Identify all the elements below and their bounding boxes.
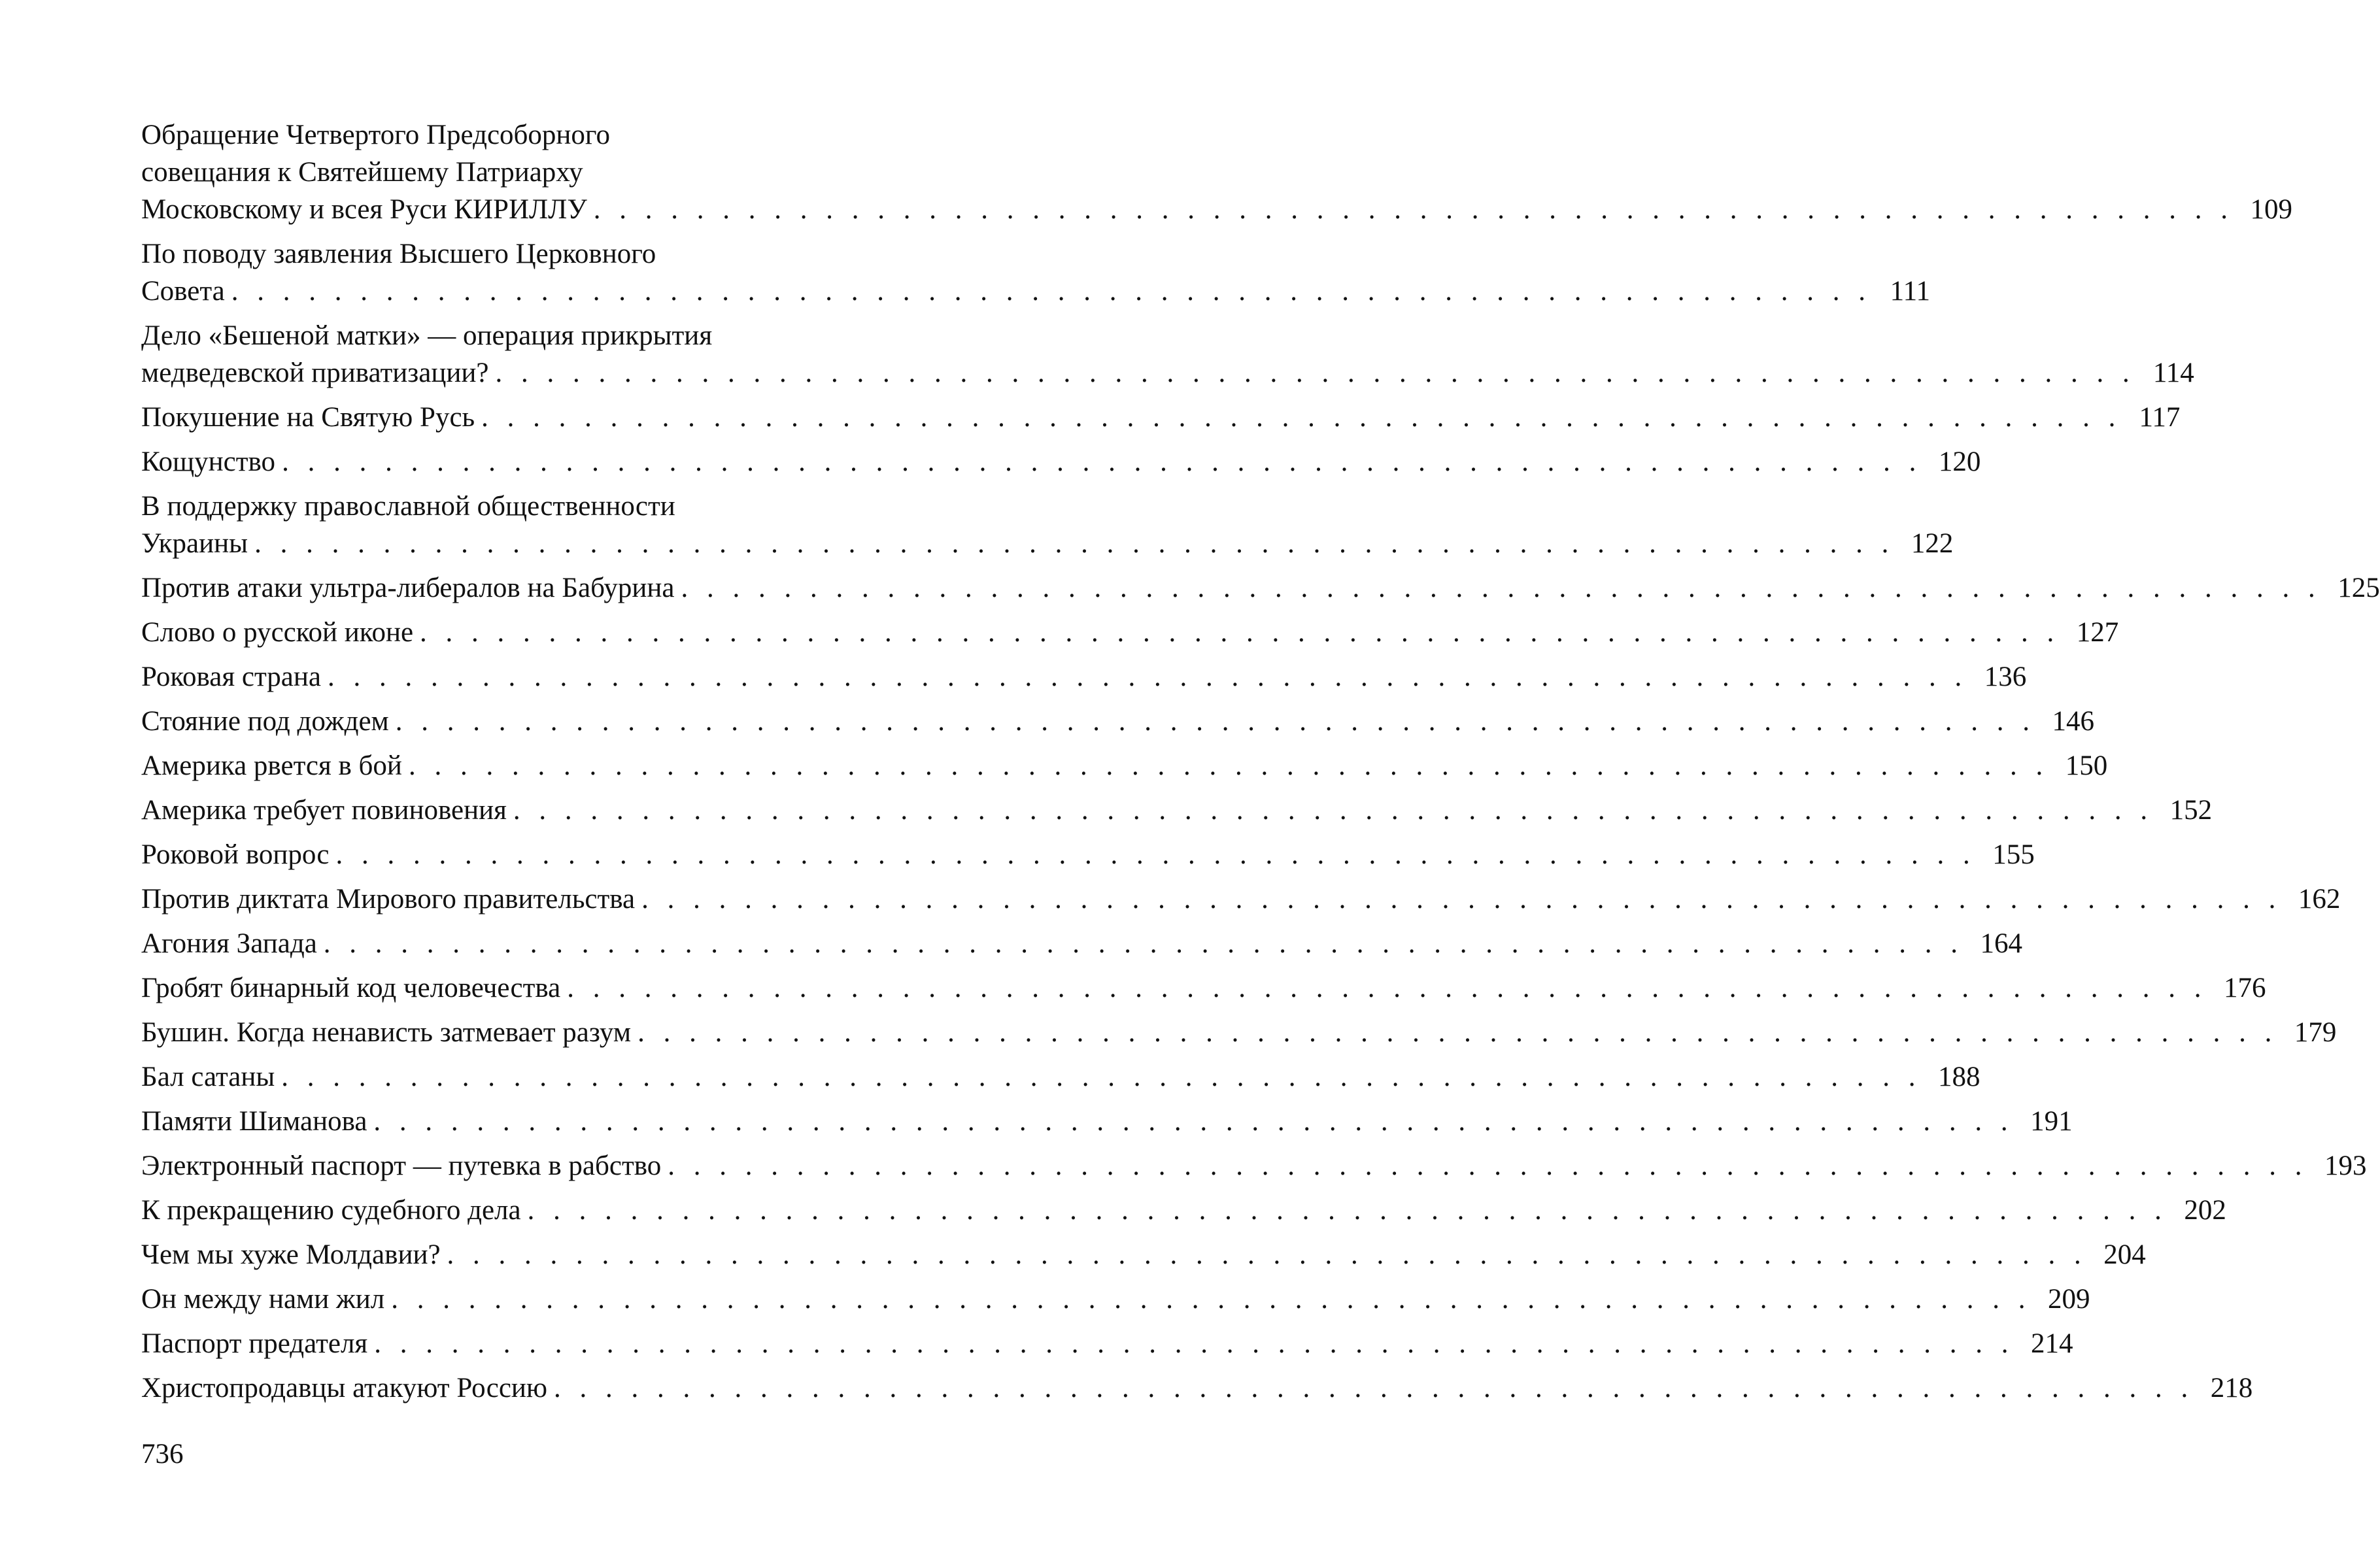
toc-entry-page: 114: [2152, 358, 2194, 388]
toc-entry: [141, 399, 2181, 436]
toc-entry-title: Украины: [141, 528, 248, 559]
toc-entry-line: [141, 116, 867, 154]
toc-entry-line: [141, 969, 2266, 1007]
toc-entry-title: Америка рвется в бой: [141, 750, 402, 781]
toc-entry-title: В поддержку православной общественности: [141, 491, 675, 522]
toc-entry: [141, 116, 2293, 228]
toc-entry-title: Америка требует повиновения: [141, 795, 507, 826]
toc-entry-line: [141, 235, 867, 273]
dot-leader: . . . . . . . . . . . . . . . . . . . . . . . . . . . . . . . . . . . . . . . . . . . . . . . . . . . . . . . . . . . . . . . .: [328, 662, 1968, 692]
toc-entry-page: 188: [1938, 1062, 1980, 1092]
toc-entry-line: [141, 1192, 2226, 1229]
toc-entry-line: [141, 703, 2094, 740]
toc-entry-title: По поводу заявления Высшего Церковного: [141, 239, 656, 269]
toc-entry-line: [141, 1058, 1980, 1096]
dot-leader: . . . . . . . . . . . . . . . . . . . . . . . . . . . . . . . . . . . . . . . . . . . . . . . . . . . . . . . . . . . . . . . .: [527, 1195, 2168, 1226]
toc-entry-title: Московскому и всея Руси КИРИЛЛУ: [141, 194, 587, 225]
dot-leader: . . . . . . . . . . . . . . . . . . . . . . . . . . . . . . . . . . . . . . . . . . . . . . . . . . . . . . . . . . . . . . . .: [638, 1017, 2278, 1048]
toc-entry-line: [141, 354, 2194, 392]
toc-entry-line: [141, 569, 2380, 607]
toc-entry-title: Против диктата Мирового правительства: [141, 884, 636, 915]
toc-entry-line: [141, 1103, 2073, 1140]
toc-entry-title: Роковой вопрос: [141, 839, 330, 870]
toc-entry-page: 202: [2184, 1195, 2226, 1226]
toc-entry-line: [141, 747, 2108, 784]
dot-leader: . . . . . . . . . . . . . . . . . . . . . . . . . . . . . . . . . . . . . . . . . . . . . . . . . . . . . . . . . . . . . . . .: [408, 750, 2049, 781]
dot-leader: . . . . . . . . . . . . . . . . . . . . . . . . . . . . . . . . . . . . . . . . . . . . . . . . . . . . . . . . . . . . . . . .: [282, 446, 1922, 477]
toc-entry-page: 125: [2338, 573, 2380, 603]
toc-entry-page: 214: [2030, 1328, 2073, 1359]
toc-entry: [141, 658, 2027, 696]
toc-entry-title: Агония Запада: [141, 928, 317, 959]
toc-entry: [141, 1058, 1980, 1096]
toc-entry-line: [141, 443, 1981, 480]
toc-entry-title: К прекращению судебного дела: [141, 1195, 521, 1226]
toc-entry: [141, 1192, 2226, 1229]
dot-leader: . . . . . . . . . . . . . . . . . . . . . . . . . . . . . . . . . . . . . . . . . . . . . . . . . . . . . . . . . . . . . . . .: [641, 884, 2282, 915]
toc-entry: [141, 1147, 2367, 1184]
toc-entry-line: [141, 1369, 2253, 1407]
toc-entry-line: [141, 614, 2119, 651]
toc-entry-line: [141, 273, 1930, 310]
toc-entry-page: 152: [2169, 795, 2213, 826]
dot-leader: . . . . . . . . . . . . . . . . . . . . . . . . . . . . . . . . . . . . . . . . . . . . . . . . . . . . . . . . . . . . . . . .: [391, 1284, 2032, 1315]
toc-entry-page: 204: [2103, 1239, 2146, 1270]
toc-entry-page: 146: [2052, 706, 2094, 737]
toc-entry: [141, 1103, 2073, 1140]
toc-entry-line: [141, 1281, 2090, 1318]
toc-entry: [141, 317, 2194, 392]
toc-entry-page: 120: [1938, 446, 1981, 477]
toc-entry-line: [141, 488, 867, 525]
toc-entry: [141, 703, 2094, 740]
toc-entry-page: 136: [1984, 662, 2027, 692]
dot-leader: . . . . . . . . . . . . . . . . . . . . . . . . . . . . . . . . . . . . . . . . . . . . . . . . . . . . . . . . . . . . . . . .: [567, 973, 2207, 1003]
dot-leader: . . . . . . . . . . . . . . . . . . . . . . . . . . . . . . . . . . . . . . . . . . . . . . . . . . . . . . . . . . . . . . . .: [495, 358, 2135, 388]
table-of-contents: [141, 116, 2380, 1414]
toc-entry-page: 164: [1980, 928, 2023, 959]
toc-entry: [141, 443, 1981, 480]
toc-entry: [141, 1325, 2073, 1362]
dot-leader: . . . . . . . . . . . . . . . . . . . . . . . . . . . . . . . . . . . . . . . . . . . . . . . . . . . . . . . . . . . . . . . .: [395, 706, 2035, 737]
dot-leader: . . . . . . . . . . . . . . . . . . . . . . . . . . . . . . . . . . . . . . . . . . . . . . . . . . . . . . . . . . . . . . . .: [554, 1373, 2194, 1403]
toc-entry-line: [141, 792, 2213, 829]
toc-entry-line: [141, 399, 2181, 436]
toc-entry-page: 209: [2047, 1284, 2090, 1315]
toc-entry-line: [141, 1236, 2146, 1273]
toc-entry-page: 176: [2224, 973, 2266, 1003]
toc-entry-title: Он между нами жил: [141, 1284, 385, 1315]
dot-leader: . . . . . . . . . . . . . . . . . . . . . . . . . . . . . . . . . . . . . . . . . . . . . . . . . . . . . . . . . . . . . . . .: [668, 1150, 2308, 1181]
dot-leader: . . . . . . . . . . . . . . . . . . . . . . . . . . . . . . . . . . . . . . . . . . . . . . . . . . . . . . . . . . . . . . . .: [323, 928, 1964, 959]
toc-entry: [141, 1281, 2090, 1318]
page-number: 736: [141, 1439, 184, 1469]
toc-entry-page: 109: [2250, 194, 2293, 225]
toc-entry: [141, 836, 2035, 873]
toc-entry-title: Слово о русской иконе: [141, 617, 414, 648]
toc-entry-page: 193: [2324, 1150, 2367, 1181]
dot-leader: . . . . . . . . . . . . . . . . . . . . . . . . . . . . . . . . . . . . . . . . . . . . . . . . . . . . . . . . . . . . . . . .: [481, 402, 2122, 433]
toc-entry-title: Памяти Шиманова: [141, 1106, 367, 1137]
toc-entry-line: [141, 925, 2023, 962]
toc-entry-title: совещания к Святейшему Патриарху: [141, 157, 583, 188]
toc-entry-title: Роковая страна: [141, 662, 321, 692]
dot-leader: . . . . . . . . . . . . . . . . . . . . . . . . . . . . . . . . . . . . . . . . . . . . . . . . . . . . . . . . . . . . . . . .: [231, 276, 1871, 307]
dot-leader: . . . . . . . . . . . . . . . . . . . . . . . . . . . . . . . . . . . . . . . . . . . . . . . . . . . . . . . . . . . . . . . .: [254, 528, 1895, 559]
dot-leader: . . . . . . . . . . . . . . . . . . . . . . . . . . . . . . . . . . . . . . . . . . . . . . . . . . . . . . . . . . . . . . . .: [373, 1106, 2014, 1137]
toc-entry-page: 122: [1911, 528, 1954, 559]
toc-entry-line: [141, 1325, 2073, 1362]
dot-leader: . . . . . . . . . . . . . . . . . . . . . . . . . . . . . . . . . . . . . . . . . . . . . . . . . . . . . . . . . . . . . . . .: [281, 1062, 1922, 1092]
toc-entry-line: [141, 191, 2293, 228]
toc-entry: [141, 881, 2341, 918]
dot-leader: . . . . . . . . . . . . . . . . . . . . . . . . . . . . . . . . . . . . . . . . . . . . . . . . . . . . . . . . . . . . . . . .: [374, 1328, 2014, 1359]
toc-entry-title: Гробят бинарный код человечества: [141, 973, 561, 1003]
toc-entry-title: медведевской приватизации?: [141, 358, 489, 388]
toc-entry-line: [141, 154, 867, 191]
toc-entry-page: 162: [2298, 884, 2341, 915]
toc-entry: [141, 747, 2108, 784]
toc-entry: [141, 969, 2266, 1007]
toc-entry: [141, 569, 2380, 607]
toc-entry-title: Чем мы хуже Молдавии?: [141, 1239, 441, 1270]
toc-entry: [141, 925, 2023, 962]
toc-entry: [141, 614, 2119, 651]
dot-leader: . . . . . . . . . . . . . . . . . . . . . . . . . . . . . . . . . . . . . . . . . . . . . . . . . . . . . . . . . . . . . . . .: [513, 795, 2154, 826]
dot-leader: . . . . . . . . . . . . . . . . . . . . . . . . . . . . . . . . . . . . . . . . . . . . . . . . . . . . . . . . . . . . . . . .: [681, 573, 2321, 603]
toc-entry-page: 117: [2139, 402, 2181, 433]
toc-entry-page: 155: [1992, 839, 2035, 870]
toc-entry-title: Стояние под дождем: [141, 706, 389, 737]
toc-entry-title: Бал сатаны: [141, 1062, 275, 1092]
toc-entry: [141, 488, 1954, 562]
toc-entry: [141, 1236, 2146, 1273]
toc-entry-page: 191: [2030, 1106, 2073, 1137]
toc-entry: [141, 235, 1930, 310]
toc-entry-line: [141, 658, 2027, 696]
dot-leader: . . . . . . . . . . . . . . . . . . . . . . . . . . . . . . . . . . . . . . . . . . . . . . . . . . . . . . . . . . . . . . . .: [335, 839, 1976, 870]
toc-entry-title: Против атаки ультра-либералов на Бабурина: [141, 573, 675, 603]
dot-leader: . . . . . . . . . . . . . . . . . . . . . . . . . . . . . . . . . . . . . . . . . . . . . . . . . . . . . . . . . . . . . . . .: [420, 617, 2060, 648]
toc-entry-title: Совета: [141, 276, 225, 307]
toc-entry-line: [141, 1147, 2367, 1184]
toc-entry-line: [141, 881, 2341, 918]
toc-entry-title: Дело «Бешеной матки» — операция прикрытия: [141, 320, 713, 351]
dot-leader: . . . . . . . . . . . . . . . . . . . . . . . . . . . . . . . . . . . . . . . . . . . . . . . . . . . . . . . . . . . . . . . .: [593, 194, 2234, 225]
toc-entry-title: Паспорт предателя: [141, 1328, 368, 1359]
toc-entry-title: Покушение на Святую Русь: [141, 402, 475, 433]
toc-entry: [141, 1014, 2337, 1051]
toc-entry-title: Бушин. Когда ненависть затмевает разум: [141, 1017, 632, 1048]
toc-entry-page: 111: [1890, 276, 1930, 307]
toc-entry-title: Христопродавцы атакуют Россию: [141, 1373, 548, 1403]
toc-entry-page: 218: [2210, 1373, 2253, 1403]
toc-entry-page: 150: [2065, 750, 2108, 781]
toc-entry-title: Электронный паспорт — путевка в рабство: [141, 1150, 662, 1181]
toc-entry: [141, 792, 2213, 829]
toc-entry: [141, 1369, 2253, 1407]
toc-entry-line: [141, 317, 867, 354]
toc-entry-line: [141, 1014, 2337, 1051]
toc-entry-page: 127: [2076, 617, 2119, 648]
toc-entry-line: [141, 525, 1954, 562]
dot-leader: . . . . . . . . . . . . . . . . . . . . . . . . . . . . . . . . . . . . . . . . . . . . . . . . . . . . . . . . . . . . . . . .: [447, 1239, 2087, 1270]
toc-entry-line: [141, 836, 2035, 873]
toc-entry-title: Обращение Четвертого Предсоборного: [141, 120, 610, 150]
toc-entry-page: 179: [2294, 1017, 2337, 1048]
toc-entry-title: Кощунство: [141, 446, 276, 477]
